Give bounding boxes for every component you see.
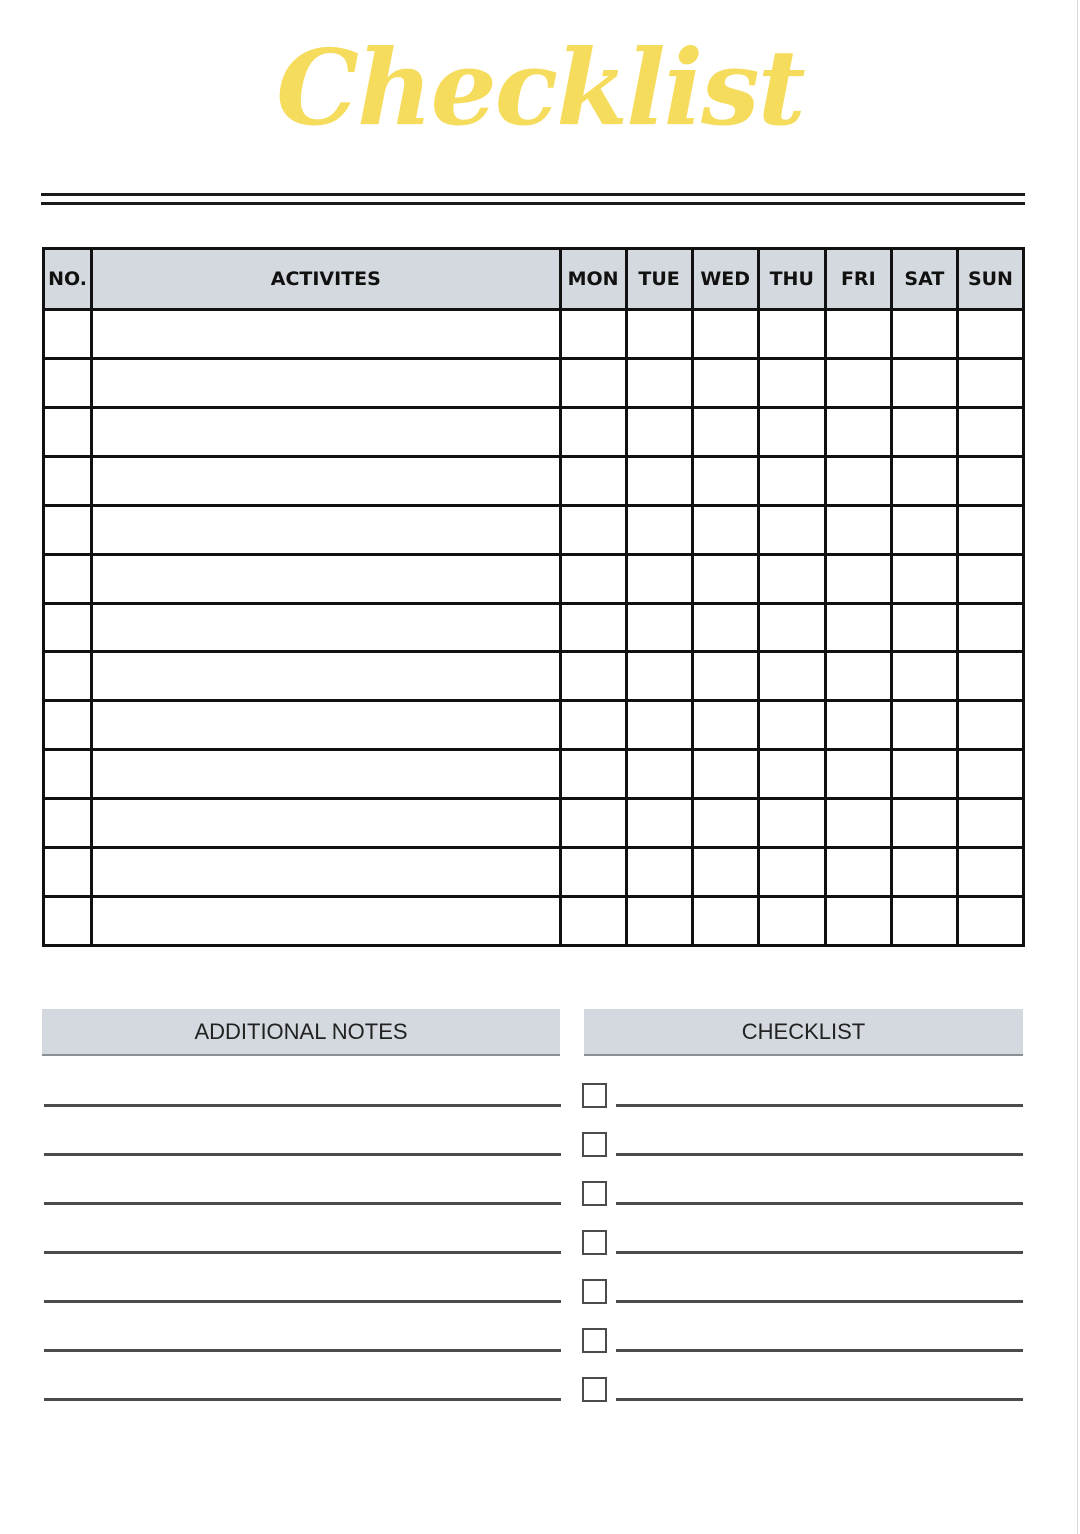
cell-tue[interactable]: [626, 505, 692, 554]
cell-no[interactable]: [44, 603, 92, 652]
cell-thu[interactable]: [758, 554, 825, 603]
header-activities: ACTIVITES: [92, 249, 560, 310]
cell-sat[interactable]: [891, 750, 957, 799]
checklist-line[interactable]: [616, 1300, 1023, 1303]
cell-no[interactable]: [44, 505, 92, 554]
cell-tue[interactable]: [626, 799, 692, 848]
cell-thu[interactable]: [758, 652, 825, 701]
table-row: [44, 750, 1024, 799]
cell-sun[interactable]: [957, 358, 1023, 407]
cell-tue[interactable]: [626, 310, 692, 359]
cell-sun[interactable]: [957, 505, 1023, 554]
note-line[interactable]: [44, 1251, 561, 1254]
table-header-row: [44, 249, 1024, 310]
cell-fri[interactable]: [825, 848, 891, 897]
cell-thu[interactable]: [758, 750, 825, 799]
cell-wed[interactable]: [692, 505, 758, 554]
table-row: [44, 603, 1024, 652]
cell-tue[interactable]: [626, 897, 692, 946]
header-wed: WED: [692, 249, 758, 310]
cell-activity[interactable]: [92, 456, 560, 505]
cell-mon[interactable]: [560, 897, 626, 946]
cell-wed[interactable]: [692, 652, 758, 701]
cell-thu[interactable]: [758, 897, 825, 946]
table-row: [44, 848, 1024, 897]
cell-sat[interactable]: [891, 358, 957, 407]
cell-sat[interactable]: [891, 505, 957, 554]
cell-no[interactable]: [44, 750, 92, 799]
cell-mon[interactable]: [560, 407, 626, 456]
note-line[interactable]: [44, 1104, 561, 1107]
cell-sat[interactable]: [891, 652, 957, 701]
page-title: Checklist: [276, 26, 804, 149]
cell-sat[interactable]: [891, 456, 957, 505]
cell-mon[interactable]: [560, 310, 626, 359]
checkbox[interactable]: [582, 1230, 607, 1255]
cell-wed[interactable]: [692, 358, 758, 407]
cell-fri[interactable]: [825, 554, 891, 603]
cell-thu[interactable]: [758, 358, 825, 407]
cell-fri[interactable]: [825, 897, 891, 946]
cell-tue[interactable]: [626, 554, 692, 603]
checklist-header: CHECKLIST: [584, 1009, 1023, 1056]
cell-wed[interactable]: [692, 799, 758, 848]
table-row: [44, 310, 1024, 359]
table-row: [44, 407, 1024, 456]
cell-thu[interactable]: [758, 799, 825, 848]
cell-sun[interactable]: [957, 652, 1023, 701]
cell-activity[interactable]: [92, 407, 560, 456]
cell-fri[interactable]: [825, 701, 891, 750]
cell-tue[interactable]: [626, 701, 692, 750]
cell-sun[interactable]: [957, 456, 1023, 505]
header-tue: TUE: [626, 249, 692, 310]
cell-tue[interactable]: [626, 407, 692, 456]
cell-no[interactable]: [44, 701, 92, 750]
cell-sat[interactable]: [891, 701, 957, 750]
cell-fri[interactable]: [825, 310, 891, 359]
cell-activity[interactable]: [92, 603, 560, 652]
title-rule-bottom: [41, 202, 1025, 205]
cell-activity[interactable]: [92, 358, 560, 407]
cell-no[interactable]: [44, 310, 92, 359]
cell-thu[interactable]: [758, 848, 825, 897]
cell-sun[interactable]: [957, 799, 1023, 848]
cell-fri[interactable]: [825, 358, 891, 407]
cell-mon[interactable]: [560, 799, 626, 848]
cell-no[interactable]: [44, 897, 92, 946]
cell-mon[interactable]: [560, 701, 626, 750]
header-fri: FRI: [825, 249, 891, 310]
cell-thu[interactable]: [758, 310, 825, 359]
notes-header: ADDITIONAL NOTES: [42, 1009, 560, 1056]
cell-sun[interactable]: [957, 750, 1023, 799]
cell-mon[interactable]: [560, 456, 626, 505]
cell-sun[interactable]: [957, 848, 1023, 897]
cell-sun[interactable]: [957, 310, 1023, 359]
checklist-line[interactable]: [616, 1398, 1023, 1401]
note-line[interactable]: [44, 1202, 561, 1205]
cell-mon[interactable]: [560, 358, 626, 407]
header-sun: SUN: [957, 249, 1023, 310]
table-row: [44, 799, 1024, 848]
cell-sat[interactable]: [891, 310, 957, 359]
cell-activity[interactable]: [92, 554, 560, 603]
cell-activity[interactable]: [92, 505, 560, 554]
cell-wed[interactable]: [692, 310, 758, 359]
checkbox[interactable]: [582, 1377, 607, 1402]
table-row: [44, 554, 1024, 603]
activities-table: [42, 247, 1025, 947]
checklist-line[interactable]: [616, 1349, 1023, 1352]
cell-sun[interactable]: [957, 603, 1023, 652]
cell-wed[interactable]: [692, 701, 758, 750]
cell-sat[interactable]: [891, 848, 957, 897]
table-row: [44, 652, 1024, 701]
cell-no[interactable]: [44, 848, 92, 897]
cell-thu[interactable]: [758, 505, 825, 554]
cell-no[interactable]: [44, 358, 92, 407]
table-row: [44, 358, 1024, 407]
cell-no[interactable]: [44, 652, 92, 701]
checkbox[interactable]: [582, 1181, 607, 1206]
cell-activity[interactable]: [92, 652, 560, 701]
cell-thu[interactable]: [758, 603, 825, 652]
cell-wed[interactable]: [692, 456, 758, 505]
cell-wed[interactable]: [692, 848, 758, 897]
checkbox[interactable]: [582, 1328, 607, 1353]
cell-tue[interactable]: [626, 358, 692, 407]
cell-mon[interactable]: [560, 554, 626, 603]
cell-mon[interactable]: [560, 848, 626, 897]
cell-thu[interactable]: [758, 701, 825, 750]
cell-activity[interactable]: [92, 799, 560, 848]
cell-wed[interactable]: [692, 603, 758, 652]
checklist-line[interactable]: [616, 1202, 1023, 1205]
cell-sat[interactable]: [891, 897, 957, 946]
cell-mon[interactable]: [560, 750, 626, 799]
header-mon: MON: [560, 249, 626, 310]
table-row: [44, 505, 1024, 554]
header-no: NO.: [44, 249, 92, 310]
cell-wed[interactable]: [692, 897, 758, 946]
cell-activity[interactable]: [92, 848, 560, 897]
table-body: [44, 310, 1024, 946]
cell-tue[interactable]: [626, 603, 692, 652]
cell-wed[interactable]: [692, 750, 758, 799]
cell-tue[interactable]: [626, 848, 692, 897]
cell-sat[interactable]: [891, 603, 957, 652]
table-row: [44, 456, 1024, 505]
checkbox[interactable]: [582, 1083, 607, 1108]
checklist-line[interactable]: [616, 1251, 1023, 1254]
cell-sun[interactable]: [957, 554, 1023, 603]
cell-tue[interactable]: [626, 456, 692, 505]
note-line[interactable]: [44, 1153, 561, 1156]
checklist-line[interactable]: [616, 1153, 1023, 1156]
cell-fri[interactable]: [825, 505, 891, 554]
cell-sat[interactable]: [891, 554, 957, 603]
cell-activity[interactable]: [92, 310, 560, 359]
cell-activity[interactable]: [92, 897, 560, 946]
title-rule-top: [41, 193, 1025, 196]
checklist-line[interactable]: [616, 1104, 1023, 1107]
cell-sat[interactable]: [891, 407, 957, 456]
cell-fri[interactable]: [825, 750, 891, 799]
note-line[interactable]: [44, 1349, 561, 1352]
cell-fri[interactable]: [825, 456, 891, 505]
table-row: [44, 897, 1024, 946]
cell-fri[interactable]: [825, 652, 891, 701]
checkbox[interactable]: [582, 1132, 607, 1157]
cell-no[interactable]: [44, 554, 92, 603]
cell-mon[interactable]: [560, 603, 626, 652]
cell-fri[interactable]: [825, 799, 891, 848]
table-row: [44, 701, 1024, 750]
cell-sat[interactable]: [891, 799, 957, 848]
cell-fri[interactable]: [825, 603, 891, 652]
cell-thu[interactable]: [758, 407, 825, 456]
note-line[interactable]: [44, 1300, 561, 1303]
cell-sun[interactable]: [957, 407, 1023, 456]
checkbox[interactable]: [582, 1279, 607, 1304]
cell-mon[interactable]: [560, 505, 626, 554]
cell-mon[interactable]: [560, 652, 626, 701]
note-line[interactable]: [44, 1398, 561, 1401]
cell-no[interactable]: [44, 456, 92, 505]
cell-thu[interactable]: [758, 456, 825, 505]
cell-sun[interactable]: [957, 897, 1023, 946]
cell-sun[interactable]: [957, 701, 1023, 750]
cell-no[interactable]: [44, 799, 92, 848]
header-thu: THU: [758, 249, 825, 310]
cell-fri[interactable]: [825, 407, 891, 456]
page-edge: [1077, 0, 1078, 1534]
cell-no[interactable]: [44, 407, 92, 456]
cell-tue[interactable]: [626, 652, 692, 701]
cell-activity[interactable]: [92, 750, 560, 799]
cell-wed[interactable]: [692, 407, 758, 456]
cell-tue[interactable]: [626, 750, 692, 799]
cell-activity[interactable]: [92, 701, 560, 750]
header-sat: SAT: [891, 249, 957, 310]
cell-wed[interactable]: [692, 554, 758, 603]
